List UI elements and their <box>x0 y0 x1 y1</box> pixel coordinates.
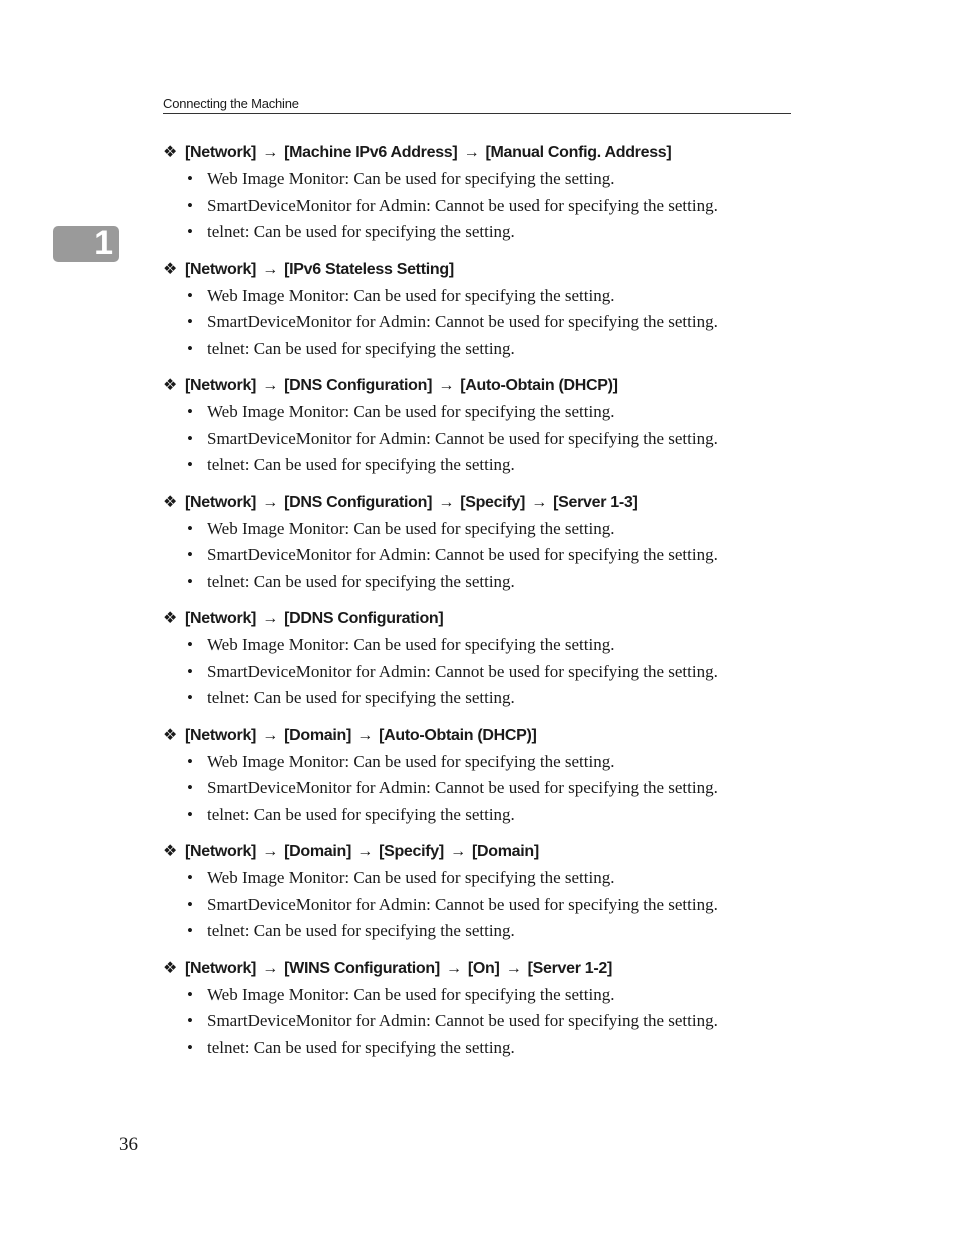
list-item-text: SmartDeviceMonitor for Admin: Cannot be used for specifying the setting. <box>207 428 718 448</box>
list-item <box>163 749 803 776</box>
bullet-icon: • <box>187 455 193 474</box>
list-item-text: SmartDeviceMonitor for Admin: Cannot be used for specifying the setting. <box>207 312 718 331</box>
section-heading <box>163 606 803 632</box>
list-item-text: telnet: Can be used for specifying the setting. <box>207 222 515 241</box>
arrow-right-icon: → <box>262 726 278 744</box>
bullet-icon: • <box>187 1037 193 1057</box>
section-heading <box>163 956 803 982</box>
list-item <box>163 632 803 659</box>
bullet-icon: • <box>187 545 193 564</box>
menu-path-step: [DNS Configuration] <box>284 493 433 511</box>
menu-path-step: [Network] <box>185 493 257 511</box>
page-number: 36 <box>119 1134 138 1155</box>
menu-path-step: [Network] <box>185 959 257 977</box>
section-heading <box>163 140 803 166</box>
arrow-right-icon: → <box>262 260 278 278</box>
bullet-list <box>163 516 803 596</box>
section-heading <box>163 723 803 749</box>
menu-path-step: [Specify] <box>460 493 526 511</box>
arrow-right-icon: → <box>357 843 373 860</box>
settings-section <box>163 956 803 1062</box>
bullet-icon: • <box>187 661 193 681</box>
list-item-text: telnet: Can be used for specifying the setting. <box>207 688 515 707</box>
bullet-icon: • <box>187 778 193 797</box>
section-heading <box>163 257 803 283</box>
menu-path-step: [DNS Configuration] <box>284 377 433 394</box>
list-item <box>163 1008 803 1035</box>
list-item-text: telnet: Can be used for specifying the setting. <box>207 921 515 940</box>
list-item-text: Web Image Monitor: Can be used for specifying the setting. <box>207 868 615 887</box>
list-item-text: SmartDeviceMonitor for Admin: Cannot be used for specifying the setting. <box>207 894 718 914</box>
menu-path-step: [Network] <box>185 260 257 278</box>
list-item <box>163 399 803 426</box>
arrow-right-icon: → <box>262 144 278 161</box>
bullet-list <box>163 982 803 1062</box>
arrow-right-icon: → <box>262 493 278 511</box>
arrow-right-icon: → <box>531 493 547 511</box>
bullet-list <box>163 283 803 363</box>
menu-path-step: [IPv6 Stateless Setting] <box>284 260 454 278</box>
menu-path-step: [Auto-Obtain (DHCP)] <box>379 726 537 744</box>
list-item-text: telnet: Can be used for specifying the setting. <box>207 804 515 824</box>
list-item-text: telnet: Can be used for specifying the setting. <box>207 1037 515 1057</box>
menu-path-step: [Domain] <box>471 843 539 860</box>
menu-path-step: [WINS Configuration] <box>284 959 440 977</box>
settings-section <box>163 839 803 945</box>
bullet-icon: • <box>187 338 193 358</box>
arrow-right-icon: → <box>438 377 455 394</box>
bullet-icon: • <box>187 518 193 538</box>
bullet-icon: • <box>187 195 193 215</box>
list-item-text: Web Image Monitor: Can be used for specifying the setting. <box>207 984 615 1004</box>
list-item <box>163 775 803 802</box>
arrow-right-icon: → <box>463 144 480 161</box>
list-item-text: telnet: Can be used for specifying the setting. <box>207 571 515 591</box>
bullet-icon: • <box>187 984 193 1004</box>
menu-path-step: [Network] <box>185 843 257 860</box>
list-item <box>163 918 803 945</box>
menu-path-step: [Machine IPv6 Address] <box>284 144 458 161</box>
section-marker-icon: ❖ <box>163 843 178 860</box>
settings-section <box>163 140 803 246</box>
arrow-right-icon: → <box>438 493 455 511</box>
arrow-right-icon: → <box>446 959 462 977</box>
chapter-number: 1 <box>94 224 113 262</box>
list-item <box>163 802 803 829</box>
list-item-text: Web Image Monitor: Can be used for specifying the setting. <box>207 751 615 771</box>
list-item-text: SmartDeviceMonitor for Admin: Cannot be used for specifying the setting. <box>207 195 718 215</box>
bullet-list <box>163 865 803 945</box>
bullet-list <box>163 166 803 246</box>
list-item-text: Web Image Monitor: Can be used for specifying the setting. <box>207 169 615 188</box>
settings-section <box>163 606 803 712</box>
bullet-icon: • <box>187 751 193 771</box>
bullet-icon: • <box>187 222 193 241</box>
bullet-icon: • <box>187 868 193 887</box>
section-heading <box>163 373 803 399</box>
menu-path-step: [Specify] <box>379 843 444 860</box>
settings-section <box>163 723 803 829</box>
arrow-right-icon: → <box>262 610 278 627</box>
section-heading <box>163 839 803 865</box>
menu-path-step: [Server 1-3] <box>553 493 638 511</box>
menu-path-step: [Domain] <box>284 843 352 860</box>
section-marker-icon: ❖ <box>163 493 178 511</box>
list-item <box>163 982 803 1009</box>
menu-path-step: [On] <box>467 959 500 977</box>
list-item <box>163 283 803 310</box>
section-marker-icon: ❖ <box>163 610 178 627</box>
arrow-right-icon: → <box>450 843 466 860</box>
list-item <box>163 426 803 453</box>
bullet-icon: • <box>187 571 193 591</box>
arrow-right-icon: → <box>357 726 373 744</box>
list-item <box>163 452 803 479</box>
bullet-list <box>163 632 803 712</box>
menu-path-step: [Manual Config. Address] <box>485 144 672 161</box>
section-marker-icon: ❖ <box>163 726 178 744</box>
list-item <box>163 166 803 193</box>
settings-list <box>163 140 803 1072</box>
list-item <box>163 542 803 569</box>
bullet-icon: • <box>187 921 193 940</box>
list-item <box>163 685 803 712</box>
bullet-icon: • <box>187 688 193 707</box>
list-item <box>163 193 803 220</box>
arrow-right-icon: → <box>505 959 522 977</box>
list-item-text: SmartDeviceMonitor for Admin: Cannot be used for specifying the setting. <box>207 661 718 681</box>
list-item-text: Web Image Monitor: Can be used for specifying the setting. <box>207 518 615 538</box>
bullet-icon: • <box>187 285 193 305</box>
list-item <box>163 336 803 363</box>
bullet-icon: • <box>187 428 193 448</box>
section-marker-icon: ❖ <box>163 959 178 977</box>
arrow-right-icon: → <box>262 377 278 394</box>
list-item <box>163 1035 803 1062</box>
menu-path-step: [Network] <box>185 144 257 161</box>
menu-path-step: [Domain] <box>284 726 352 744</box>
bullet-icon: • <box>187 169 193 188</box>
list-item <box>163 892 803 919</box>
list-item-text: Web Image Monitor: Can be used for specifying the setting. <box>207 635 615 654</box>
menu-path-step: [Network] <box>185 726 257 744</box>
menu-path-step: [DDNS Configuration] <box>284 610 444 627</box>
settings-section <box>163 490 803 596</box>
list-item-text: Web Image Monitor: Can be used for specifying the setting. <box>207 402 615 421</box>
list-item <box>163 219 803 246</box>
section-marker-icon: ❖ <box>163 144 178 161</box>
list-item <box>163 516 803 543</box>
bullet-icon: • <box>187 635 193 654</box>
bullet-icon: • <box>187 894 193 914</box>
menu-path-step: [Auto-Obtain (DHCP)] <box>460 377 618 394</box>
list-item-text: telnet: Can be used for specifying the setting. <box>207 455 515 474</box>
bullet-icon: • <box>187 402 193 421</box>
settings-section <box>163 373 803 479</box>
list-item-text: SmartDeviceMonitor for Admin: Cannot be used for specifying the setting. <box>207 1011 718 1030</box>
list-item-text: SmartDeviceMonitor for Admin: Cannot be used for specifying the setting. <box>207 778 718 797</box>
bullet-list <box>163 399 803 479</box>
chapter-tab <box>53 226 119 262</box>
settings-section <box>163 257 803 363</box>
list-item <box>163 569 803 596</box>
arrow-right-icon: → <box>262 959 278 977</box>
arrow-right-icon: → <box>262 843 278 860</box>
bullet-icon: • <box>187 1011 193 1030</box>
running-header: Connecting the Machine <box>163 96 791 114</box>
menu-path-step: [Server 1-2] <box>527 959 613 977</box>
list-item <box>163 865 803 892</box>
bullet-list <box>163 749 803 829</box>
list-item-text: Web Image Monitor: Can be used for specifying the setting. <box>207 285 615 305</box>
bullet-icon: • <box>187 312 193 331</box>
list-item-text: SmartDeviceMonitor for Admin: Cannot be used for specifying the setting. <box>207 545 718 564</box>
menu-path-step: [Network] <box>185 377 257 394</box>
section-heading <box>163 490 803 516</box>
section-marker-icon: ❖ <box>163 260 178 278</box>
menu-path-step: [Network] <box>185 610 257 627</box>
bullet-icon: • <box>187 804 193 824</box>
list-item-text: telnet: Can be used for specifying the setting. <box>207 338 515 358</box>
list-item <box>163 309 803 336</box>
section-marker-icon: ❖ <box>163 377 178 394</box>
list-item <box>163 659 803 686</box>
